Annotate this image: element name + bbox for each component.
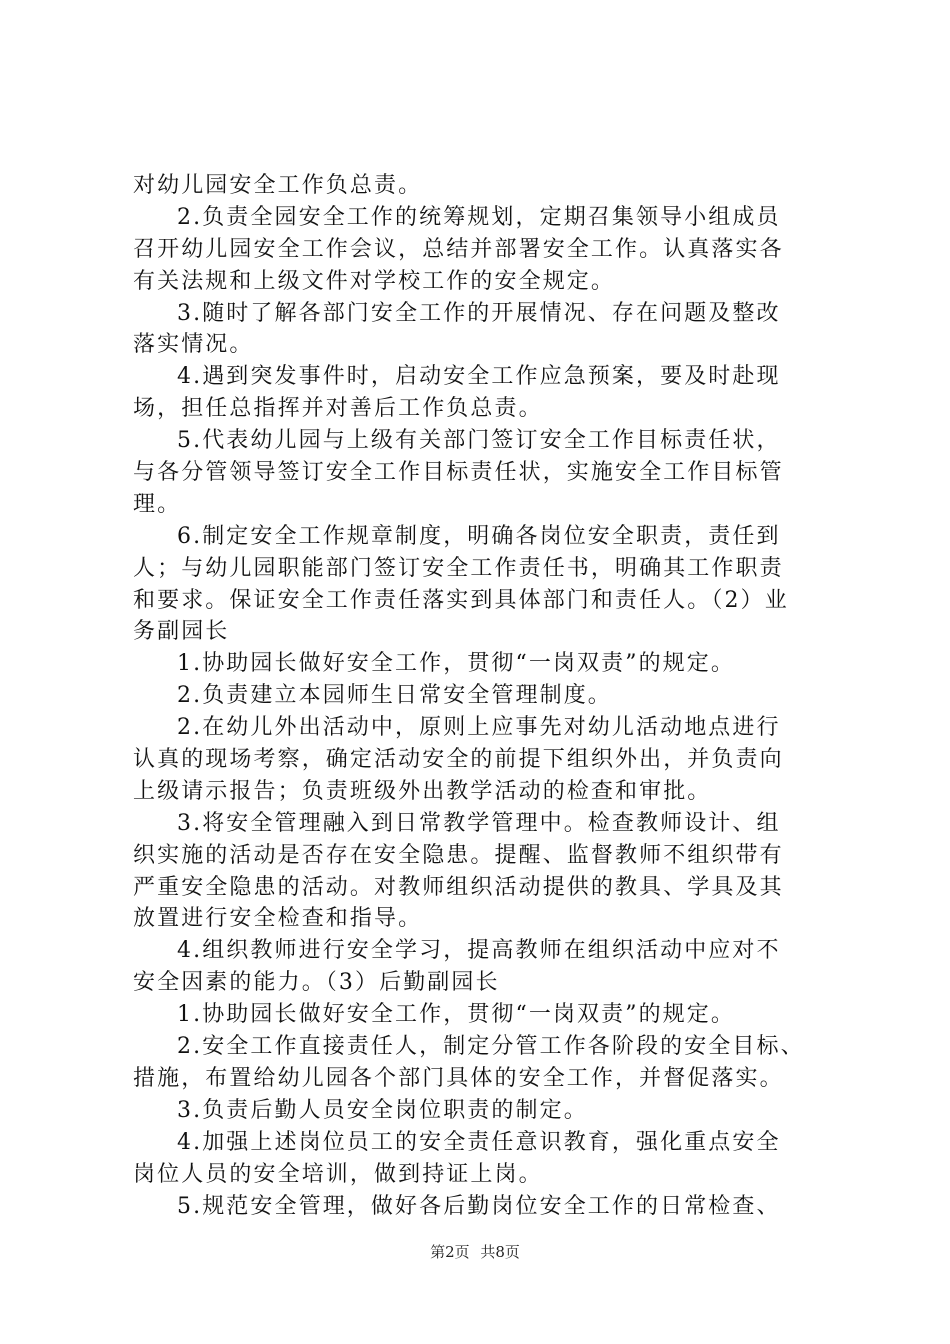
text-line-1: 对幼儿园安全工作负总责。: [133, 173, 423, 198]
text-line-26: 安全因素的能力。（3）后勤副园长: [133, 970, 500, 996]
text-line-7: 4.遇到突发事件时，启动安全工作应急预案，要及时赴现: [177, 364, 781, 390]
text-line-28: 2.安全工作直接责任人，制定分管工作各阶段的安全目标、: [177, 1034, 805, 1060]
text-line-3: 召开幼儿园安全工作会议，总结并部署安全工作。认真落实各: [133, 236, 784, 262]
text-line-33: 5.规范安全管理，做好各后勤岗位安全工作的日常检查、: [177, 1193, 781, 1219]
text-line-25: 4.组织教师进行安全学习，提高教师在组织活动中应对不: [177, 938, 781, 964]
text-line-16: 1.协助园长做好安全工作，贯彻“一岗双责”的规定。: [177, 651, 735, 677]
text-line-17: 2.负责建立本园师生日常安全管理制度。: [177, 683, 612, 709]
page-number: 第2页: [430, 1243, 470, 1261]
text-line-20: 上级请示报告；负责班级外出教学活动的检查和审批。: [133, 778, 712, 804]
text-line-14: 和要求。保证安全工作责任落实到具体部门和责任人。（2）业: [133, 587, 789, 613]
text-line-27: 1.协助园长做好安全工作，贯彻“一岗双责”的规定。: [177, 1002, 735, 1028]
text-line-29: 措施，布置给幼儿园各个部门具体的安全工作，并督促落实。: [133, 1065, 784, 1091]
text-line-8: 场，担任总指挥并对善后工作负总责。: [133, 396, 543, 422]
text-line-11: 理。: [133, 491, 182, 517]
text-line-9: 5.代表幼儿园与上级有关部门签订安全工作目标责任状，: [177, 428, 781, 454]
text-line-23: 严重安全隐患的活动。对教师组织活动提供的教具、学具及其: [133, 874, 784, 900]
text-line-30: 3.负责后勤人员安全岗位职责的制定。: [177, 1097, 588, 1123]
text-line-24: 放置进行安全检查和指导。: [133, 906, 423, 932]
page-total: 共8页: [480, 1243, 520, 1261]
text-line-2: 2.负责全园安全工作的统筹规划，定期召集领导小组成员: [177, 204, 781, 230]
text-line-4: 有关法规和上级文件对学校工作的安全规定。: [133, 268, 616, 294]
text-line-21: 3.将安全管理融入到日常教学管理中。检查教师设计、组: [177, 810, 781, 836]
text-line-31: 4.加强上述岗位员工的安全责任意识教育，强化重点安全: [177, 1129, 781, 1155]
text-line-6: 落实情况。: [133, 332, 254, 358]
text-line-32: 岗位人员的安全培训，做到持证上岗。: [133, 1161, 543, 1187]
text-line-12: 6.制定安全工作规章制度，明确各岗位安全职责，责任到: [177, 523, 781, 549]
text-line-13: 人；与幼儿园职能部门签订安全工作责任书，明确其工作职责: [133, 555, 784, 581]
text-line-19: 认真的现场考察，确定活动安全的前提下组织外出，并负责向: [133, 747, 784, 773]
text-line-15: 务副园长: [133, 619, 230, 645]
text-line-10: 与各分管领导签订安全工作目标责任状，实施安全工作目标管: [133, 460, 784, 486]
text-line-18: 2.在幼儿外出活动中，原则上应事先对幼儿活动地点进行: [177, 715, 781, 741]
text-line-22: 织实施的活动是否存在安全隐患。提醒、监督教师不组织带有: [133, 842, 784, 868]
text-line-5: 3.随时了解各部门安全工作的开展情况、存在问题及整改: [177, 300, 781, 326]
document-body: [133, 170, 833, 1222]
page-footer: [0, 1241, 950, 1262]
